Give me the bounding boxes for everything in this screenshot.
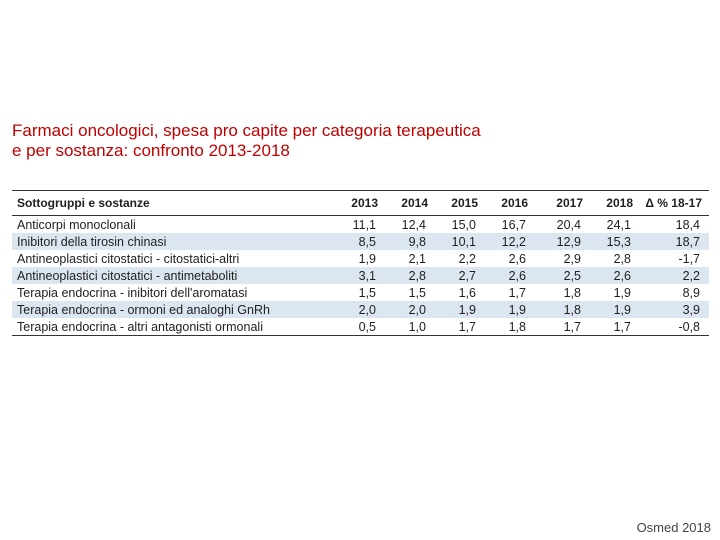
value-cell: 1,8 <box>535 301 590 318</box>
value-cell: 12,4 <box>401 217 426 232</box>
header-cell-2017: 2017 <box>535 191 590 216</box>
table-body <box>12 216 709 336</box>
spending-table <box>12 190 709 336</box>
value-cell: 3,1 <box>335 267 385 284</box>
title-line-2: e per sostanza: confronto 2013-2018 <box>12 141 290 160</box>
table-header-row <box>12 191 709 216</box>
value-cell: 11,1 <box>352 217 376 232</box>
value-cell: 1,5 <box>408 285 426 300</box>
table-row <box>12 216 709 234</box>
value-cell: 15,0 <box>451 217 476 232</box>
value-cell: 12,2 <box>485 233 535 250</box>
value-cell: 1,9 <box>358 251 376 266</box>
slide-title <box>12 121 652 161</box>
value-cell: 0,5 <box>335 318 385 336</box>
value-cell: 1,8 <box>563 285 581 300</box>
row-label-cell: Terapia endocrina - inibitori dell'aromatasi <box>17 285 248 300</box>
value-cell: 15,3 <box>590 233 640 250</box>
table-row <box>12 301 709 318</box>
header-cell-2015: 2015 <box>435 191 485 216</box>
table-row <box>12 250 709 267</box>
value-cell: 2,5 <box>535 267 590 284</box>
value-cell: 20,4 <box>556 217 581 232</box>
row-label-cell: Antineoplastici citostatici - antimetaboliti <box>12 267 335 284</box>
header-cell-delta: Δ % 18-17 <box>640 191 709 216</box>
value-cell: 1,7 <box>435 318 485 336</box>
value-cell: 1,7 <box>590 318 640 336</box>
value-cell: 24,1 <box>606 217 631 232</box>
value-cell: 1,5 <box>358 285 376 300</box>
header-cell-2013: 2013 <box>335 191 385 216</box>
value-cell: 8,5 <box>335 233 385 250</box>
row-label-cell: Terapia endocrina - ormoni ed analoghi GnRh <box>12 301 335 318</box>
table-row <box>12 267 709 284</box>
value-cell: 2,2 <box>458 251 476 266</box>
row-label-cell: Anticorpi monoclonali <box>17 217 136 232</box>
value-cell: 1,0 <box>385 318 435 336</box>
value-cell: 2,0 <box>335 301 385 318</box>
value-cell: 18,7 <box>640 233 709 250</box>
row-label-cell: Inibitori della tirosin chinasi <box>12 233 335 250</box>
value-cell: 2,6 <box>485 267 535 284</box>
value-cell: 1,9 <box>613 285 631 300</box>
header-cell-category: Sottogruppi e sostanze <box>12 191 335 216</box>
table-row <box>12 233 709 250</box>
value-cell: 2,6 <box>508 251 526 266</box>
value-cell: 1,7 <box>508 285 526 300</box>
value-cell: 8,9 <box>682 285 700 300</box>
value-cell: 2,1 <box>408 251 426 266</box>
row-label-cell: Terapia endocrina - altri antagonisti ormonali <box>12 318 335 336</box>
data-table-container <box>12 190 709 336</box>
value-cell: 2,0 <box>385 301 435 318</box>
value-cell: 10,1 <box>435 233 485 250</box>
header-cell-2016: 2016 <box>485 191 535 216</box>
value-cell: 2,2 <box>640 267 709 284</box>
value-cell: 1,6 <box>458 285 476 300</box>
value-cell: 1,9 <box>590 301 640 318</box>
value-cell: 1,7 <box>535 318 590 336</box>
value-cell: 9,8 <box>385 233 435 250</box>
value-cell: 3,9 <box>640 301 709 318</box>
value-cell: 18,4 <box>675 217 700 232</box>
value-cell: -0,8 <box>640 318 709 336</box>
table-row <box>12 318 709 336</box>
value-cell: -1,7 <box>678 251 700 266</box>
value-cell: 1,9 <box>435 301 485 318</box>
value-cell: 1,8 <box>485 318 535 336</box>
value-cell: 16,7 <box>501 217 526 232</box>
value-cell: 2,7 <box>435 267 485 284</box>
value-cell: 2,8 <box>385 267 435 284</box>
header-cell-2014: 2014 <box>385 191 435 216</box>
value-cell: 2,8 <box>613 251 631 266</box>
value-cell: 2,6 <box>590 267 640 284</box>
title-line-1: Farmaci oncologici, spesa pro capite per categoria terapeutica <box>12 121 481 140</box>
source-footer: Osmed 2018 <box>636 520 711 535</box>
value-cell: 2,9 <box>563 251 581 266</box>
value-cell: 12,9 <box>535 233 590 250</box>
value-cell: 1,9 <box>485 301 535 318</box>
header-cell-2018: 2018 <box>590 191 640 216</box>
table-row <box>12 284 709 301</box>
row-label-cell: Antineoplastici citostatici - citostatici-altri <box>17 251 240 266</box>
